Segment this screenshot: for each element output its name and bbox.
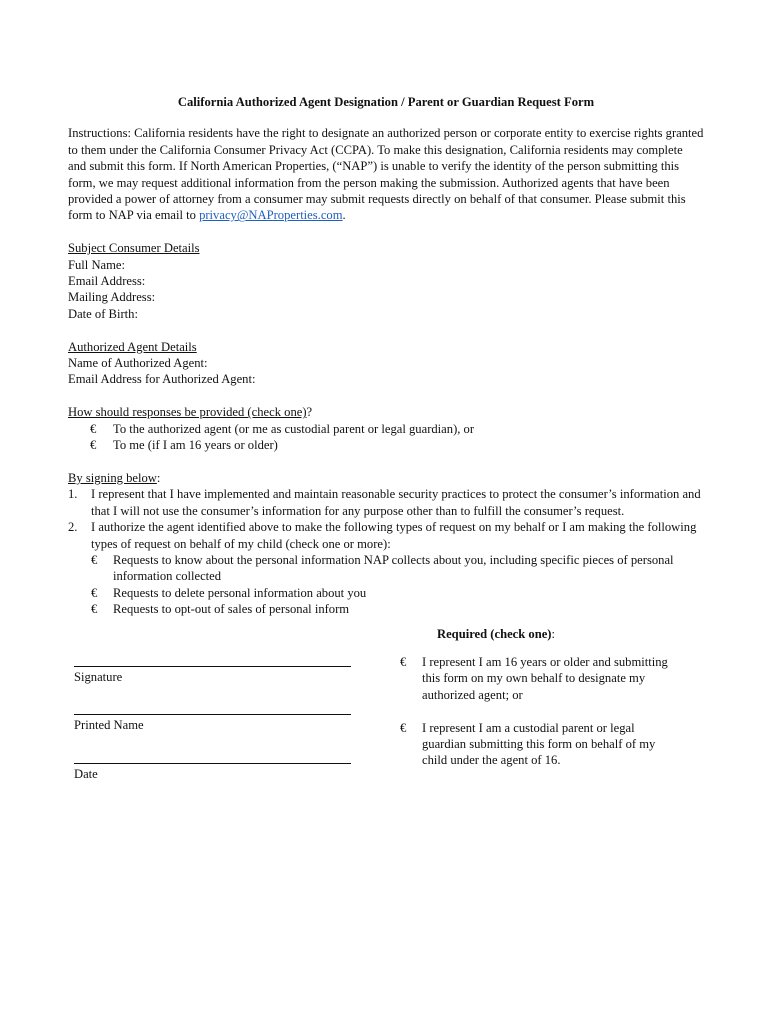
checkbox-icon[interactable]: € (400, 654, 407, 669)
mailing-address-field[interactable]: Mailing Address: (68, 290, 156, 305)
required-heading: Required (check one) (437, 626, 552, 641)
response-option-agent[interactable]: € To the authorized agent (or me as custodial parent or legal guardian), or (90, 421, 475, 436)
instructions-paragraph (68, 125, 704, 223)
signing-item-1: 1. I represent that I have implemented and maintain reasonable security practices to protect the consumer’s information and that I will not use the consumer’s information for any purpose other than to fulfill the consumer’s request. (68, 487, 701, 518)
signing-heading-row: By signing below: (68, 470, 161, 485)
subject-consumer-heading: Subject Consumer Details (68, 241, 200, 256)
date-of-birth-field[interactable]: Date of Birth: (68, 306, 138, 321)
privacy-email-link[interactable]: privacy@NAProperties.com (199, 208, 343, 223)
request-type-know[interactable]: € Requests to know about the personal information NAP collects about you, including specific pieces of personal information collected (91, 552, 674, 584)
full-name-field[interactable]: Full Name: (68, 257, 126, 272)
date-label: Date (74, 766, 98, 781)
printed-name-line[interactable] (74, 702, 351, 715)
printed-name-label: Printed Name (74, 718, 144, 733)
checkbox-icon[interactable]: € (90, 438, 97, 453)
required-options (400, 654, 670, 785)
signature-label: Signature (74, 669, 123, 684)
checkbox-icon[interactable]: € (400, 720, 407, 735)
checkbox-icon[interactable]: € (90, 421, 97, 436)
instructions-text: Instructions: California residents have the right to designate an authorized person or corporate entity to exercise rights granted to them under the California Consumer Privacy Act (CCPA). To make this designation, California residents may complete and submit this form. If North American Properties, (“NAP”) is unable to verify the identity of the person submitting this form, we may request additional information from the person making the submission. Authorized agents that have been provided a power of attorney from a consumer may submit requests directly on behalf of that consumer. Please submit this form to NAP via email to (68, 126, 704, 223)
signing-section (68, 470, 704, 618)
request-type-opt-out[interactable]: € Requests to opt-out of sales of personal inform (91, 602, 350, 617)
responses-heading-row: How should responses be provided (check one)? (68, 405, 313, 420)
authorized-agent-section (68, 339, 704, 388)
signature-line[interactable] (74, 654, 351, 667)
checkbox-icon[interactable]: € (91, 585, 98, 600)
instructions-end: . (342, 208, 346, 223)
signature-area (68, 654, 704, 824)
responses-section (68, 404, 704, 453)
agent-email-field[interactable]: Email Address for Authorized Agent: (68, 372, 256, 387)
checkbox-icon[interactable]: € (91, 602, 98, 617)
required-option-self[interactable]: € I represent I am 16 years or older and submitting this form on my own behalf to designate my authorized agent; or (400, 654, 668, 702)
request-type-delete[interactable]: € Requests to delete personal information about you (91, 585, 367, 600)
email-address-field[interactable]: Email Address: (68, 274, 146, 289)
date-line[interactable] (74, 751, 351, 764)
signing-item-2: 2. I authorize the agent identified above to make the following types of request on my behalf or I am making the following types of request on behalf of my child (check one or more): € Requests to know about the personal information NAP collects about you, including specific pieces of personal information collected € Requests to delete personal information about you € Requests to opt-out of sales of personal inform (68, 519, 704, 617)
subject-consumer-section (68, 240, 704, 322)
signature-block (74, 654, 354, 685)
form-title: California Authorized Agent Designation / Parent or Guardian Request Form (177, 95, 595, 109)
response-option-me[interactable]: € To me (if I am 16 years or older) (90, 438, 278, 453)
authorized-agent-heading: Authorized Agent Details (68, 339, 197, 354)
signing-heading: By signing below (68, 470, 157, 485)
required-option-guardian[interactable]: € I represent I am a custodial parent or legal guardian submitting this form on behalf of my child under the agent of 16. (400, 720, 656, 768)
agent-name-field[interactable]: Name of Authorized Agent: (68, 356, 208, 371)
signature-fields (74, 654, 354, 799)
required-heading-row: Required (check one): (437, 626, 555, 641)
date-block (74, 751, 354, 782)
printed-name-block (74, 702, 354, 733)
responses-heading: How should responses be provided (check one) (68, 405, 307, 420)
checkbox-icon[interactable]: € (91, 552, 98, 567)
form-page (68, 94, 704, 824)
